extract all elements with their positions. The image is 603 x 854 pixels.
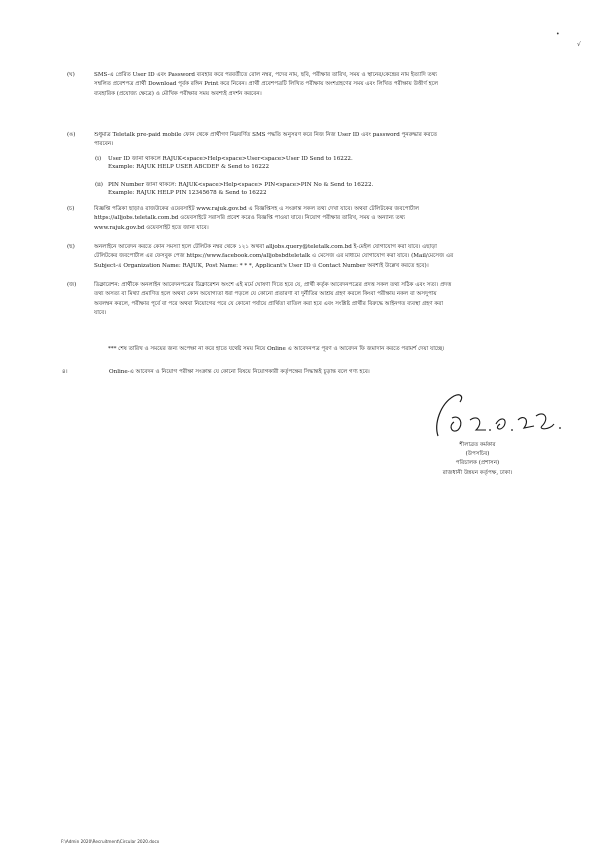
clause-line: https://alljobs.teletalk.com.bd ওয়েবসাইটে সরাসরি প্রবেশ করেও বিজ্ঞপ্তি পাওয়া যাবে। নিয়োগ পরীক্ষার তারিখ, সময় ও অন্যান্য তথ্য — [94, 215, 405, 222]
sub-item-line: Example: RAJUK HELP PIN 12345678 & Send to 16222 — [108, 190, 267, 196]
section-text: Online-এ আবেদন ও নিয়োগ পরীক্ষা সংক্রান্ত যে কোনো বিষয়ে নিয়োগকারী কর্তৃপক্ষের সিদ্ধান্তই চূড়ান্ত বলে গণ্য হবে। — [109, 369, 370, 375]
sub-item-line: PIN Number জানা থাকলে: RAJUK<space>Help<space> PIN<space>PIN No & Send to 16222. — [108, 182, 374, 188]
signatory-name: শীলাব্রত কর্মকার — [459, 442, 496, 448]
corner-dot: • — [556, 31, 560, 38]
clause-marker: (ছ) — [67, 244, 75, 250]
clause-line: ডিক্লারেশন: প্রার্থীকে অনলাইন আবেদনপত্রের ডিক্লারেশন অংশে এই মর্মে ঘোষণা দিতে হবে যে, প্রার্থী কর্তৃক আবেদনপত্রের প্রদত্ত সকল তথ্য সঠিক এবং সত্য। প্রদত্ত — [94, 282, 452, 288]
section-4 — [62, 368, 370, 377]
sub-item-marker: (i) — [95, 156, 102, 162]
clause-ja-declaration — [67, 281, 560, 318]
note-paragraph — [108, 345, 560, 354]
clause-marker: (ঙ) — [67, 132, 76, 138]
clause-line: টেলিটকের জবপোর্টাল এর ফেসবুক পেজ https://www.facebook.com/alljobsbdteletalk এ মেসেজ এর মাধ্যমে যোগাযোগ করা যাবে। (Mail/মেসেজ এর — [94, 253, 454, 260]
signatory-organization: রাজধানী উন্নয়ন কর্তৃপক্ষ, ঢাকা। — [442, 470, 513, 476]
sub-item-pin — [95, 181, 560, 197]
clause-line: তথ্য অসত্য বা মিথ্যা প্রমাণিত হলে অথবা কোন অযোগ্যতা ধরা পড়লে যে কোনো প্রতারণা বা দুর্নীতির আশ্রয় গ্রহণ করলে কিংবা পরীক্ষায় নকল বা অসদুপায় — [94, 291, 437, 298]
sub-item-line: Example: RAJUK HELP USER ABCDEF & Send to 16222 — [108, 164, 270, 170]
sub-item-marker: (ii) — [95, 182, 103, 188]
sub-item-user-id — [95, 155, 560, 171]
clause-marker: (জ) — [67, 282, 77, 288]
clause-marker: (ঘ) — [67, 72, 75, 78]
clause-line: ব্যবহারিক (প্রযোজ্য ক্ষেত্রে) ও মৌখিক পরীক্ষার সময় অবশ্যই প্রদর্শন করবেন। — [94, 90, 262, 97]
sub-item-line: User ID জানা থাকলে RAJUK<space>Help<space>User<space>User ID Send to 16222. — [108, 156, 353, 162]
clause-line: অনলাইনে আবেদন করতে কোন সমস্যা হলে টেলিটক নম্বর থেকে ১২১ অথবা alljobs.query@teletalk.com.bd ই-মেইল যোগাযোগ করা যাবে। এছাড়া — [94, 244, 437, 250]
clause-line: শুধুমাত্র Teletalk pre-paid mobile ফোন থেকে প্রার্থীগণ নিম্নবর্ণিত SMS পদ্ধতি অনুসরণ করে নিজ নিজ User ID এবং password পুনরুদ্ধার করতে — [94, 132, 438, 138]
clause-line: সম্বলিত প্রবেশপত্র প্রার্থী Download পূর্বক রঙ্গিন Print করে নিবেন। প্রার্থী প্রবেশপত্রটি লিখিত পরীক্ষায় অংশগ্রহণের সময় এবং লিখিত পরীক্ষায় উত্তীর্ণ হলে — [94, 81, 439, 88]
clause-line: SMS-এ প্রেরিত User ID এবং Password ব্যবহার করে পরবর্তীতে রোল নম্বর, পদের নাম, ছবি, পরীক্ষার তারিখ, সময় ও স্থানের/কেন্দ্রের নাম ইত্যাদি তথ্য — [94, 72, 437, 78]
clause-line: www.rajuk.gov.bd ওয়েবসাইট হতে জানা যাবে। — [94, 224, 209, 231]
clause-line: অবলম্বন করলে, পরীক্ষার পূর্বে বা পরে অথবা নিয়োগের পরে যে কোনো পর্যায়ে প্রার্থিতা বাতিল করা হবে এবং সংশ্লিষ্ট প্রার্থীর বিরুদ্ধে আইনগত ব্যবস্থা গ্রহণ করা — [94, 300, 443, 307]
corner-tick: √ — [577, 41, 581, 48]
clause-line: যাবে। — [94, 309, 107, 316]
footer-file-path: F:\Admin 2020\Recruitment\Circular 2020.docx — [61, 839, 160, 844]
clause-line: বিজ্ঞপ্তি পত্রিকা ছাড়াও রাজউকের ওয়েবসাইট www.rajuk.gov.bd এ বিজ্ঞপ্তিসহ এ সংক্রান্ত সকল তথ্য দেখা যাবে। অথবা টেলিটকের জবপোর্টাল — [94, 206, 420, 212]
clause-umo — [67, 131, 560, 150]
section-number: ৪। — [62, 369, 68, 375]
signatory-designation-1: (উপসচিব) — [465, 451, 490, 457]
clause-chha — [67, 243, 560, 271]
clause-marker: (চ) — [67, 206, 75, 212]
clause-line: Subject-এ Organization Name: RAJUK, Post Name: * * *, Applicant's User ID ও Contact Number অবশ্যই উল্লেখ করতে হবে)। — [94, 262, 429, 269]
handwritten-signature — [430, 384, 570, 446]
clause-cha — [67, 205, 560, 233]
clause-line: পারবেন। — [94, 141, 114, 148]
clause-gha — [67, 71, 560, 99]
note-text: *** শেষ তারিখ ও সময়ের জন্য অপেক্ষা না করে হাতে যথেষ্ট সময় নিয়ে Online এ আবেদনপত্র পূরণ ও আবেদন ফি জমাদান করতে পরামর্শ দেয়া যাচ্ছে। — [108, 346, 445, 352]
signatory-designation-2: পরিচালক (প্রশাসন) — [455, 460, 500, 466]
